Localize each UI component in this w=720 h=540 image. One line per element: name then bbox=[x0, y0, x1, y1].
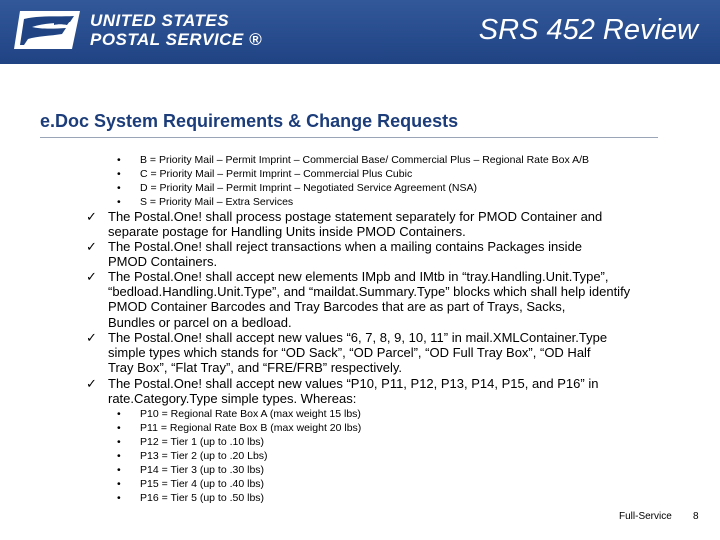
bullet-icon: • bbox=[117, 436, 121, 448]
bullet-icon: • bbox=[117, 154, 121, 166]
requirement-item bbox=[86, 239, 583, 270]
bullet-icon: • bbox=[117, 422, 121, 434]
bullet-icon: • bbox=[117, 450, 121, 462]
section-heading: e.Doc System Requirements & Change Requests bbox=[40, 111, 459, 131]
requirement-item bbox=[86, 209, 603, 240]
requirement-line: PMOD Container Barcodes and Tray Barcodes that are as part of Trays, Sacks, bbox=[108, 299, 566, 315]
bullet-icon: • bbox=[117, 168, 121, 180]
list-item-text: P11 = Regional Rate Box B (max weight 20 lbs) bbox=[140, 422, 362, 434]
requirement-line: separate postage for Handling Units inside PMOD Containers. bbox=[108, 224, 466, 240]
list-item-text: P10 = Regional Rate Box A (max weight 15 lbs) bbox=[140, 408, 361, 420]
list-item-text: D = Priority Mail – Permit Imprint – Negotiated Service Agreement (NSA) bbox=[140, 182, 477, 194]
list-item-text: P15 = Tier 4 (up to .40 lbs) bbox=[140, 478, 265, 490]
eagle-logo-icon bbox=[14, 9, 82, 51]
requirement-line: The Postal.One! shall reject transactions when a mailing contains Packages inside bbox=[108, 239, 583, 254]
requirement-line: “bedload.Handling.Unit.Type”, and “maildat.Summary.Type” blocks which shall help identify bbox=[108, 284, 631, 300]
checkmark-icon: ✓ bbox=[86, 209, 97, 224]
header-banner bbox=[0, 0, 720, 64]
bullet-icon: • bbox=[117, 182, 121, 194]
bullet-icon: • bbox=[117, 464, 121, 476]
bullet-icon: • bbox=[117, 492, 121, 504]
list-item-text: P13 = Tier 2 (up to .20 Lbs) bbox=[140, 450, 268, 462]
list-item-text: P12 = Tier 1 (up to .10 lbs) bbox=[140, 436, 265, 448]
checkmark-icon: ✓ bbox=[86, 376, 97, 391]
bullet-icon: • bbox=[117, 478, 121, 490]
checkmark-icon: ✓ bbox=[86, 239, 97, 254]
logo-line-2: POSTAL SERVICE ® bbox=[90, 30, 262, 49]
requirement-line: Bundles or parcel on a bedload. bbox=[108, 314, 292, 330]
requirement-line: rate.Category.Type simple types. Whereas: bbox=[108, 391, 357, 407]
document-title: SRS 452 Review bbox=[478, 14, 698, 46]
heading-divider bbox=[40, 137, 658, 138]
requirement-line: The Postal.One! shall accept new elements IMpb and IMtb in “tray.Handling.Unit.Type”, bbox=[108, 269, 609, 284]
bullet-icon: • bbox=[117, 196, 121, 208]
list-item-text: B = Priority Mail – Permit Imprint – Commercial Base/ Commercial Plus – Regional Rate Box A/B bbox=[140, 154, 590, 166]
requirement-line: Tray Box”, “Flat Tray”, and “FRE/FRB” respectively. bbox=[108, 360, 402, 376]
requirement-item bbox=[86, 376, 599, 407]
logo-line-1: UNITED STATES bbox=[90, 11, 230, 30]
list-item-text: C = Priority Mail – Permit Imprint – Commercial Plus Cubic bbox=[140, 168, 413, 180]
requirement-line: simple types which stands for “OD Sack”, “OD Parcel”, “OD Full Tray Box”, “OD Half bbox=[108, 345, 591, 361]
requirement-line: The Postal.One! shall accept new values “6, 7, 8, 9, 10, 11” in mail.XMLContainer.Type bbox=[108, 330, 608, 345]
requirement-line: The Postal.One! shall accept new values “P10, P11, P12, P13, P14, P15, and P16” in bbox=[108, 376, 599, 391]
bullet-icon: • bbox=[117, 408, 121, 420]
requirement-line: PMOD Containers. bbox=[108, 254, 218, 270]
list-item-text: P16 = Tier 5 (up to .50 lbs) bbox=[140, 492, 265, 504]
footer-label: Full-Service bbox=[619, 511, 672, 522]
requirement-line: The Postal.One! shall process postage statement separately for PMOD Container and bbox=[108, 209, 603, 224]
requirement-item bbox=[86, 269, 631, 330]
page-number: 8 bbox=[693, 511, 699, 522]
usps-logo bbox=[14, 9, 262, 51]
checkmark-icon: ✓ bbox=[86, 330, 97, 345]
list-item-text: S = Priority Mail – Extra Services bbox=[140, 196, 294, 208]
checkmark-icon: ✓ bbox=[86, 269, 97, 284]
requirement-item bbox=[86, 330, 608, 376]
list-item-text: P14 = Tier 3 (up to .30 lbs) bbox=[140, 464, 265, 476]
